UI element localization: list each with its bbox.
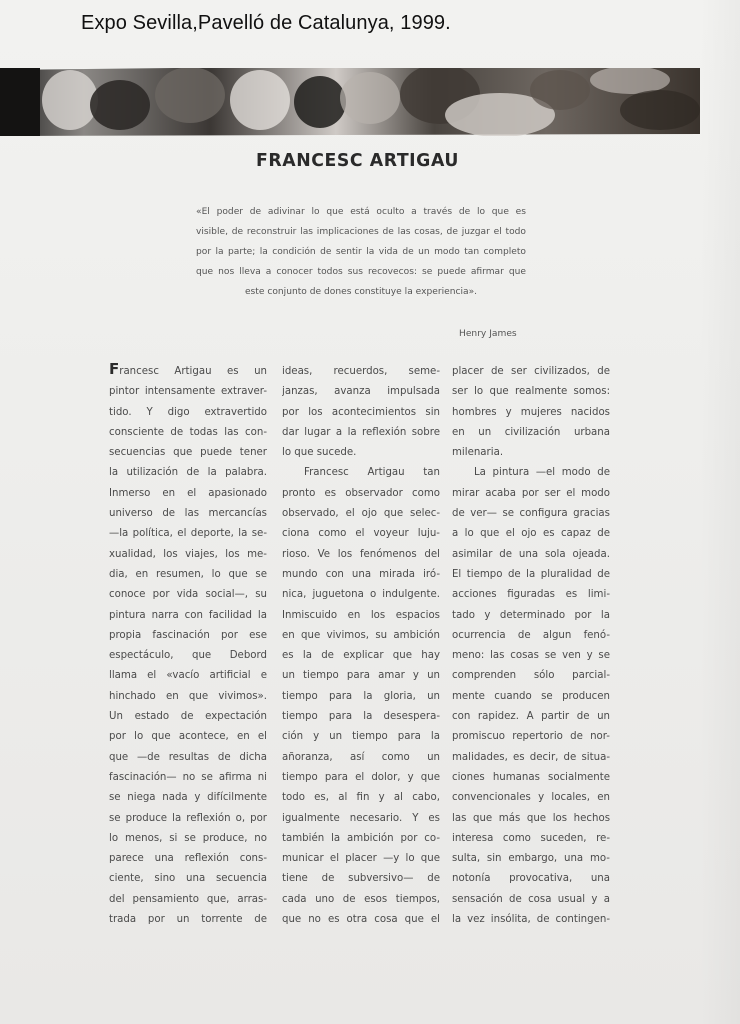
body-line: mirar acaba por ser el modo <box>452 487 610 499</box>
body-line: consciente de todas las con- <box>109 426 267 438</box>
body-line: malidades, es decir, de situa- <box>452 751 610 763</box>
body-line: pintura narra con facilidad la <box>109 609 267 621</box>
epigraph-quote <box>196 202 526 302</box>
body-line: por los acontecimientos sin <box>282 406 440 418</box>
body-line: xualidad, los viajes, los me- <box>109 548 267 560</box>
body-line: que —de resultas de dicha <box>109 751 267 763</box>
body-line: un tiempo para amar y un <box>282 670 440 682</box>
drop-cap: F <box>109 362 120 378</box>
body-line: por lo que acontece, en el <box>109 731 267 743</box>
body-line: janzas, avanza impulsada <box>282 386 440 398</box>
body-line: tiene de subversivo— de <box>282 873 440 885</box>
body-line: Francesc Artigau tan <box>304 467 440 479</box>
quote-line: que nos lleva a conocer todos sus recovecos: se puede afirmar que <box>196 267 526 277</box>
body-line: secuencias que puede tener <box>109 447 267 459</box>
body-line: Un estado de expectación <box>109 711 267 723</box>
body-line: conoce por vida social—, su <box>109 589 267 601</box>
banner-photo <box>0 60 700 136</box>
body-line: en que vivimos, su ambición <box>282 629 440 641</box>
article-title: FRANCESC ARTIGAU <box>256 150 459 171</box>
body-line: Inmiscuido en los espacios <box>282 609 440 621</box>
body-line: pronto es observador como <box>282 487 440 499</box>
body-line: placer de ser civilizados, de <box>452 366 610 377</box>
body-line: mente cuando se producen <box>452 690 610 702</box>
body-line: promiscuo repertorio de nor- <box>452 731 610 743</box>
body-line: Inmerso en el apasionado <box>109 487 267 499</box>
body-line: a lo que el ojo es capaz de <box>452 528 610 540</box>
body-line: nica, juguetona o indulgente. <box>282 589 440 601</box>
body-line: comprenden sólo parcial- <box>452 670 610 682</box>
body-line-text: rancesc Artigau es un <box>119 366 267 377</box>
body-line: con rapidez. A partir de un <box>452 711 610 723</box>
body-line: ciente, sino una secuencia <box>109 873 267 885</box>
body-line <box>109 362 267 382</box>
body-line: observado, el ojo que selec- <box>282 508 440 520</box>
body-line: universo de las mercancías <box>109 508 267 520</box>
image-caption: Expo Sevilla,Pavelló de Catalunya, 1999. <box>81 12 451 34</box>
body-line: en un civilización urbana <box>452 426 610 438</box>
body-line: ciones humanas socialmente <box>452 771 610 783</box>
body-line: que no es otra cosa que el <box>282 914 440 926</box>
body-line: —la política, el deporte, la se- <box>109 528 267 540</box>
body-line: hombres y mujeres nacidos <box>452 406 610 418</box>
body-line: propia fascinación por ese <box>109 629 267 641</box>
body-line: acciones figuradas es limi- <box>452 589 610 601</box>
body-line: tiempo para la gloria, un <box>282 690 440 702</box>
body-line: pintor intensamente extraver- <box>109 386 267 398</box>
body-line: se niega nada y difícilmente <box>109 792 267 804</box>
body-line: es la de explicar que hay <box>282 650 440 662</box>
body-line: dia, en resumen, lo que se <box>109 568 267 580</box>
body-line: interesa como suceden, re- <box>452 832 610 844</box>
body-column-3 <box>452 362 610 930</box>
body-line: cada uno de esos tiempos, <box>282 893 440 905</box>
body-line: sensación de cosa usual y a <box>452 893 610 905</box>
body-line: las que más que los hechos <box>452 812 610 824</box>
body-line: tiempo para la desespera- <box>282 711 440 723</box>
body-line: igualmente necesario. Y es <box>282 812 440 824</box>
body-line: hinchado en que vivimos». <box>109 690 267 702</box>
body-line: mundo con una mirada iró- <box>282 568 440 580</box>
body-line: la utilización de la palabra. <box>109 467 267 479</box>
body-line: trada por un torrente de <box>109 914 267 926</box>
quote-line: por la parte; la condición de sentir la vida de un modo tan completo <box>196 247 526 257</box>
body-line: añoranza, así como un <box>282 751 440 763</box>
body-line: rioso. Ve los fenómenos del <box>282 548 440 560</box>
body-line: sulta, sin embargo, una mo- <box>452 853 610 865</box>
body-line: notonía provocativa, una <box>452 873 610 885</box>
body-line: todo es, al fin y al cabo, <box>282 792 440 804</box>
body-line: lo que sucede. <box>282 447 357 459</box>
body-line: espectáculo, que Debord <box>109 650 267 662</box>
quote-line: este conjunto de dones constituye la experiencia». <box>244 287 478 297</box>
body-line: la vez insólita, de contingen- <box>452 914 610 926</box>
body-line: tiempo para el dolor, y que <box>282 771 440 783</box>
body-line: asimilar de una sola ojeada. <box>452 548 610 560</box>
body-line: dar lugar a la reflexión sobre <box>282 426 440 438</box>
body-line: La pintura —el modo de <box>474 467 610 479</box>
body-line: tado y determinado por la <box>452 609 610 621</box>
body-line: ideas, recuerdos, seme- <box>282 366 440 377</box>
quote-author: Henry James <box>459 329 517 339</box>
body-line: milenaria. <box>452 447 504 459</box>
body-line: ciona como el voyeur luju- <box>282 528 440 540</box>
quote-line: visible, de reconstruir las implicaciones de las cosas, de juzgar el todo <box>196 227 526 237</box>
body-line: municar el placer —y lo que <box>282 853 440 865</box>
body-line: llama el «vacío artificial e <box>109 670 267 682</box>
body-line: El tiempo de la pluralidad de <box>452 568 610 580</box>
body-column-1 <box>109 362 267 930</box>
body-line: lo menos, si se produce, no <box>109 832 267 844</box>
body-line: ción y un tiempo para la <box>282 731 440 743</box>
body-line: parece una reflexión cons- <box>109 853 267 865</box>
body-line: también la ambición por co- <box>282 832 440 844</box>
body-line: fascinación— no se afirma ni <box>109 771 267 783</box>
body-line: de ver— se configura gracias <box>452 508 610 520</box>
body-line: se produce la reflexión o, por <box>109 812 267 824</box>
body-line: ocurrencia de algun fenó- <box>452 629 610 641</box>
body-line: convencionales y locales, en <box>452 792 610 804</box>
quote-line: «El poder de adivinar lo que está oculto a través de lo que es <box>196 207 526 217</box>
photo-strip-icon <box>0 60 700 136</box>
page-shadow <box>700 0 740 1024</box>
body-line: tido. Y digo extravertido <box>109 406 267 418</box>
body-line: ser lo que realmente somos: <box>452 386 610 398</box>
body-line: del pensamiento que, arras- <box>109 893 267 905</box>
body-column-2 <box>282 362 440 930</box>
body-line: meno: las cosas se ven y se <box>452 650 610 662</box>
